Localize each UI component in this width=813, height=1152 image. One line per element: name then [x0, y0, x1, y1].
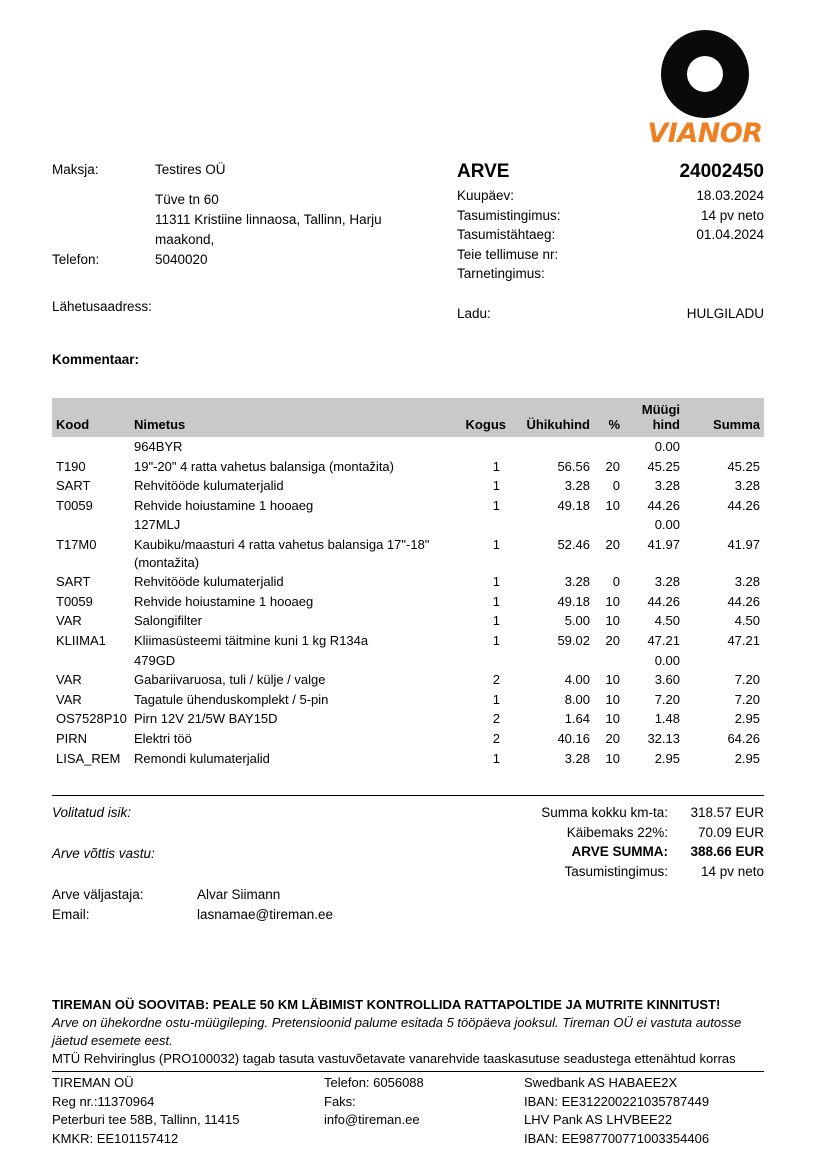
footer-contact-column [324, 1074, 524, 1148]
vat-value: 70.09 EUR [697, 824, 764, 840]
invoice-received-label: Arve võttis vastu: [52, 846, 155, 861]
vat-label: Käibemaks 22%: [566, 824, 668, 840]
footer-line: KMKR: EE101157412 [52, 1130, 179, 1146]
footer-separator [52, 1071, 764, 1072]
footer-line: Reg nr.:11370964 [52, 1093, 155, 1109]
cell-sum [682, 651, 764, 671]
phone-row [52, 250, 442, 270]
cell-name: 127MLJ [134, 517, 181, 533]
recommendation-note: TIREMAN OÜ SOOVITAB: PEALE 50 KM LÄBIMIST KONTROLLIDA RATTAPOLTIDE JA MUTRITE KINNITUST! [52, 997, 721, 1012]
payer-name: Testires OÜ [155, 162, 226, 177]
warehouse-value: HULGILADU [686, 305, 764, 321]
cell-discount: 10 [605, 593, 620, 609]
cell-name: Elektri töö [134, 730, 192, 746]
cell-code: OS7528P10 [56, 711, 127, 727]
cell-sum: 4.50 [734, 613, 760, 629]
cell-sum [682, 515, 764, 535]
order-number-row [457, 245, 764, 265]
footer-line [324, 1130, 524, 1149]
grand-total-label: ARVE SUMMA: [571, 844, 668, 859]
cell-unit-price: 49.18 [557, 497, 590, 513]
due-date-row [457, 225, 764, 245]
cell-discount [594, 651, 620, 671]
cell-sale-price: 44.26 [647, 497, 680, 513]
cell-qty: 1 [492, 613, 500, 629]
cell-unit-price: 59.02 [557, 632, 590, 648]
footer-line: Telefon: 6056088 [324, 1075, 424, 1090]
cell-sum: 3.28 [734, 478, 760, 494]
net-total-label: Summa kokku km-ta: [541, 805, 668, 820]
cell-unit-price [506, 515, 594, 535]
col-header-name: Nimetus [134, 398, 444, 437]
cell-sum: 44.26 [727, 497, 760, 513]
cell-code: T0059 [56, 593, 93, 609]
cell-sale-price: 3.28 [654, 574, 680, 590]
invoice-meta-block [457, 160, 764, 323]
cell-discount: 20 [605, 458, 620, 474]
cell-unit-price: 52.46 [557, 536, 590, 552]
cell-sale-price: 3.28 [654, 478, 680, 494]
cell-discount [594, 437, 620, 457]
grand-total-row [440, 842, 764, 862]
cell-discount: 20 [605, 632, 620, 648]
cell-sale-price: 1.48 [654, 711, 680, 727]
notes-block [52, 996, 764, 1068]
cell-discount: 10 [605, 497, 620, 513]
cell-sum: 2.95 [734, 750, 760, 766]
table-row [52, 729, 764, 749]
cell-sale-price: 4.50 [654, 613, 680, 629]
email-label: Email: [52, 906, 90, 922]
cell-sale-price: 3.60 [654, 672, 680, 688]
cell-sum: 47.21 [727, 632, 760, 648]
cell-qty: 2 [492, 672, 500, 688]
table-row [52, 749, 764, 769]
col-header-code: Kood [52, 398, 134, 437]
cell-sale-price: 2.95 [654, 750, 680, 766]
cell-code: PIRN [56, 730, 88, 746]
footer-line: IBAN: EE312200221035787449 [524, 1093, 710, 1109]
table-row [52, 651, 764, 671]
authorized-person-label: Volitatud isik: [52, 805, 132, 820]
col-header-sale-price-line2: hind [652, 417, 680, 432]
footer-company-column [52, 1074, 324, 1148]
cell-name: Kaubiku/maasturi 4 ratta vahetus balansiga 17"-18" (montažita) [134, 536, 430, 570]
cell-name: 479GD [134, 652, 176, 668]
vianor-tire-donut-icon [661, 30, 749, 118]
cell-discount [594, 515, 620, 535]
issuer-row [52, 885, 382, 905]
cell-qty [444, 651, 506, 671]
payment-terms-label: Tasumistingimus: [457, 207, 561, 223]
totals-terms-row [440, 862, 764, 882]
invoice-date-label: Kuupäev: [457, 188, 515, 203]
cell-code: VAR [56, 613, 82, 629]
cell-sum: 7.20 [734, 672, 760, 688]
cell-qty: 1 [492, 478, 500, 494]
warehouse-row [457, 304, 764, 324]
cell-discount: 10 [605, 672, 620, 688]
invoice-date-row [457, 186, 764, 206]
footer-block [52, 1074, 764, 1148]
cell-sale-price: 0.00 [654, 439, 680, 454]
email-value: lasnamae@tireman.ee [197, 906, 334, 922]
cell-sale-price: 45.25 [647, 458, 680, 474]
cell-discount: 10 [605, 750, 620, 766]
table-row [52, 631, 764, 651]
phone-value: 5040020 [155, 252, 208, 267]
table-row [52, 457, 764, 477]
cell-unit-price: 40.16 [557, 730, 590, 746]
table-row [52, 496, 764, 516]
table-row [52, 611, 764, 631]
cell-code: T0059 [56, 497, 93, 513]
cell-sum: 2.95 [734, 711, 760, 727]
cell-qty: 2 [492, 730, 500, 746]
delivery-terms-row [457, 264, 764, 284]
cell-sale-price: 44.26 [647, 593, 680, 609]
invoice-number: 24002450 [679, 161, 764, 182]
cell-sum: 3.28 [734, 574, 760, 590]
grand-total-value: 388.66 EUR [690, 844, 764, 859]
cell-discount: 10 [605, 691, 620, 707]
cell-name: Remondi kulumaterjalid [134, 750, 270, 766]
cell-name: Rehvide hoiustamine 1 hooaeg [134, 497, 314, 513]
cell-unit-price: 4.00 [564, 672, 590, 688]
footer-line: TIREMAN OÜ [52, 1075, 134, 1090]
payer-city: 11311 Kristiine linnaosa, Tallinn, Harju maakond, [155, 212, 382, 247]
cell-code: VAR [56, 672, 82, 688]
cell-sale-price: 7.20 [654, 691, 680, 707]
footer-line: info@tireman.ee [324, 1112, 420, 1127]
table-body [52, 437, 764, 768]
delivery-terms-label: Tarnetingimus: [457, 266, 545, 281]
cell-name: Pirn 12V 21/5W BAY15D [134, 711, 278, 727]
cell-sum: 41.97 [727, 536, 760, 552]
table-row [52, 437, 764, 457]
cell-qty: 1 [492, 536, 500, 552]
net-total-row [440, 803, 764, 823]
footer-line: Swedbank AS HABAEE2X [524, 1075, 678, 1090]
cell-code: SART [56, 574, 91, 590]
cell-discount: 0 [612, 574, 620, 590]
cell-unit-price: 3.28 [564, 478, 590, 494]
col-header-sale-price [620, 398, 682, 437]
vianor-logo [645, 30, 765, 147]
payer-label: Maksja: [52, 162, 99, 177]
issuer-label: Arve väljastaja: [52, 887, 144, 902]
cell-sale-price: 0.00 [654, 517, 680, 533]
table-row [52, 515, 764, 535]
comment-label: Kommentaar: [52, 352, 140, 367]
cell-unit-price: 8.00 [564, 691, 590, 707]
cell-name: 964BYR [134, 439, 183, 454]
col-header-sale-price-line1: Müügi [641, 402, 680, 417]
footer-line: Peterburi tee 58B, Tallinn, 11415 [52, 1112, 240, 1127]
payer-block [52, 160, 442, 367]
cell-code: T17M0 [56, 536, 97, 552]
order-number-label: Teie tellimuse nr: [457, 246, 559, 262]
cell-sum: 64.26 [727, 730, 760, 746]
payer-street: Tüve tn 60 [155, 192, 219, 207]
cell-discount: 10 [605, 613, 620, 629]
cell-sum [682, 437, 764, 457]
cell-unit-price: 56.56 [557, 458, 590, 474]
cell-unit-price: 1.64 [564, 711, 590, 727]
cell-qty: 2 [492, 711, 500, 727]
table-header [52, 398, 764, 437]
footer-bank-column [524, 1074, 764, 1148]
cell-qty: 1 [492, 458, 500, 474]
cell-qty: 1 [492, 632, 500, 648]
cell-discount: 10 [605, 711, 620, 727]
cell-sale-price: 47.21 [647, 632, 680, 648]
line-items-table [52, 398, 764, 768]
disclaimer-note: Arve on ühekordne ostu-müügileping. Pretensioonid palume esitada 5 tööpäeva jooksul. Tireman OÜ ei vastuta autosse jäetud esemete eest. [52, 1015, 742, 1048]
shipping-address-label: Lähetusaadress: [52, 299, 152, 314]
footer-line: IBAN: EE987700771003354406 [524, 1130, 710, 1146]
cell-qty [444, 437, 506, 457]
recycling-note: MTÜ Rehviringlus (PRO100032) tagab tasuta vastuvõetavate vanarehvide taaskasutuse seadustega ettenähtud korras [52, 1051, 736, 1066]
cell-code: LISA_REM [56, 750, 121, 766]
footer-line: Faks: [324, 1093, 356, 1109]
totals-block [440, 803, 764, 881]
cell-name: Kliimasüsteemi täitmine kuni 1 kg R134a [134, 632, 369, 648]
payment-terms-value: 14 pv neto [700, 207, 764, 223]
cell-unit-price [506, 651, 594, 671]
cell-name: Salongifilter [134, 613, 202, 629]
cell-code: VAR [56, 691, 82, 707]
vat-row [440, 823, 764, 843]
col-header-unit-price: Ühikuhind [506, 398, 594, 437]
email-row [52, 905, 382, 925]
cell-code: T190 [56, 458, 86, 474]
cell-unit-price: 3.28 [564, 750, 590, 766]
cell-unit-price: 3.28 [564, 574, 590, 590]
cell-code: SART [56, 478, 91, 494]
cell-qty [444, 515, 506, 535]
payment-terms-row [457, 206, 764, 226]
table-header-row [52, 398, 764, 437]
footer-line: LHV Pank AS LHVBEE22 [524, 1112, 673, 1127]
table-row [52, 592, 764, 612]
table-row [52, 535, 764, 572]
totals-terms-label: Tasumistingimus: [564, 863, 668, 879]
cell-name: Gabariivaruosa, tuli / külje / valge [134, 672, 326, 688]
table-row [52, 690, 764, 710]
col-header-sum: Summa [682, 398, 764, 437]
totals-terms-value: 14 pv neto [700, 863, 764, 879]
cell-qty: 1 [492, 497, 500, 513]
table-row [52, 476, 764, 496]
cell-qty: 1 [492, 691, 500, 707]
col-header-discount: % [594, 398, 620, 437]
cell-code [52, 651, 134, 671]
cell-sum: 44.26 [727, 593, 760, 609]
cell-discount: 20 [605, 730, 620, 746]
cell-unit-price [506, 437, 594, 457]
table-row [52, 572, 764, 592]
net-total-value: 318.57 EUR [690, 805, 764, 820]
phone-label: Telefon: [52, 252, 100, 267]
cell-name: Rehvitööde kulumaterjalid [134, 478, 284, 494]
warehouse-label: Ladu: [457, 305, 491, 321]
cell-name: Rehvide hoiustamine 1 hooaeg [134, 593, 314, 609]
cell-discount: 20 [605, 536, 620, 552]
cell-sale-price: 32.13 [647, 730, 680, 746]
due-date-label: Tasumistähtaeg: [457, 227, 556, 242]
vianor-wordmark: VIANOR [647, 118, 763, 149]
issuer-value: Alvar Siimann [197, 887, 281, 902]
cell-code [52, 437, 134, 457]
cell-qty: 1 [492, 750, 500, 766]
page-title: ARVE [457, 161, 510, 182]
payer-row [52, 160, 442, 180]
col-header-qty: Kogus [444, 398, 506, 437]
cell-sale-price: 41.97 [647, 536, 680, 552]
cell-name: 19"-20" 4 ratta vahetus balansiga (montažita) [134, 458, 394, 474]
table-row [52, 709, 764, 729]
signature-block [52, 803, 382, 924]
cell-qty: 1 [492, 593, 500, 609]
cell-code: KLIIMA1 [56, 632, 106, 648]
cell-discount: 0 [612, 478, 620, 494]
cell-sale-price: 0.00 [654, 652, 680, 668]
cell-qty: 1 [492, 574, 500, 590]
invoice-date-value: 18.03.2024 [696, 188, 764, 203]
cell-code [52, 515, 134, 535]
cell-name: Tagatule ühenduskomplekt / 5-pin [134, 691, 329, 707]
due-date-value: 01.04.2024 [696, 227, 764, 242]
cell-name: Rehvitööde kulumaterjalid [134, 574, 284, 590]
cell-unit-price: 5.00 [564, 613, 590, 629]
table-row [52, 670, 764, 690]
totals-separator [52, 795, 764, 796]
cell-sum: 45.25 [727, 458, 760, 474]
invoice-title-row [457, 160, 764, 184]
cell-sum: 7.20 [734, 691, 760, 707]
cell-unit-price: 49.18 [557, 593, 590, 609]
